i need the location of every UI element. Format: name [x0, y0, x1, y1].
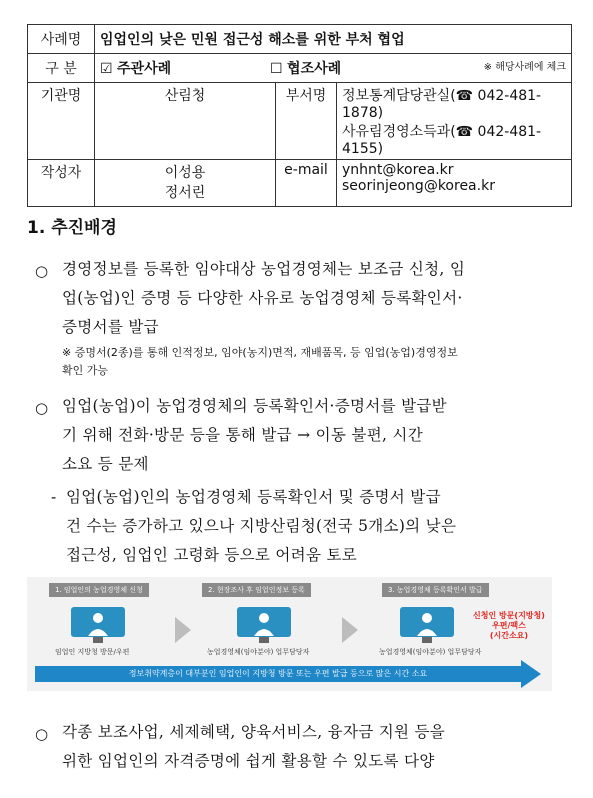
dash-bullet: - [51, 488, 57, 506]
email-value [337, 160, 572, 207]
case-name-value: 임업인의 낮은 민원 접근성 해소를 위한 부처 협업 [95, 25, 572, 54]
author-1: 이성용 [164, 165, 206, 181]
para2-line2: 기 위해 전화·방문 등을 통해 발급 → 이동 불편, 시간 [62, 426, 423, 444]
email-label: e-mail [276, 160, 337, 207]
author-2: 정서린 [164, 185, 206, 201]
author-label: 작성자 [28, 160, 95, 207]
para1-line3: 증명서를 발급 [62, 318, 159, 336]
bullet-circle-3: ○ [35, 725, 49, 743]
para4-line1: 각종 보조사업, 세제혜택, 양육서비스, 융자금 지원 등을 [62, 723, 446, 741]
note1-line1: ※ 증명서(2종)를 통해 인적정보, 임야(농지)면적, 재배품목, 등 임업(농업)경영정보 [62, 346, 458, 359]
dept-line-1: 정보통계담당관실(☎ 042-481-1878) [342, 88, 542, 121]
computer-user-icon [71, 607, 125, 643]
para1-line1: 경영정보를 등록한 임야대상 농업경영체는 보조금 신청, 임 [62, 260, 466, 278]
main-case-checkbox[interactable]: ☑ 주관사례 [100, 61, 172, 77]
collab-case-label: 협조사례 [287, 61, 342, 77]
section-title: 1. 추진배경 [27, 218, 117, 238]
author-value [95, 160, 276, 207]
diagram-red-note [473, 611, 545, 641]
para3-line3: 접근성, 임업인 고령화 등으로 어려움 토로 [66, 546, 358, 564]
category-options [95, 54, 572, 83]
diagram-step-2: 2. 현장조사 후 임업인정보 등록 [202, 583, 311, 597]
computer-user-icon [237, 607, 291, 643]
arrow-right-icon [342, 617, 358, 643]
case-info-table [27, 24, 572, 207]
para2-line1: 임업(농업)이 농업경영체의 등록확인서·증명서를 발급받 [62, 397, 447, 415]
bullet-circle-2: ○ [35, 399, 49, 417]
diagram-step-1: 1. 임업인의 농업경영체 신청 [49, 583, 149, 597]
process-diagram [27, 577, 552, 691]
para2-line3: 소요 등 문제 [62, 455, 149, 473]
diagram-caption-3: 농업경영체(임야분야) 업무담당자 [379, 648, 482, 656]
diagram-caption-2: 농업경영체(임야분야) 업무담당자 [207, 648, 310, 656]
diagram-step-3: 3. 농업경영체 등록확인서 발급 [382, 583, 489, 597]
para1-line2: 업(농업)인 증명 등 다양한 사유로 농업경영체 등록확인서· [62, 289, 463, 307]
computer-user-icon [400, 607, 454, 643]
red-note-line1: 신청인 방문(지방청) [473, 611, 545, 620]
main-case-label: 주관사례 [117, 61, 172, 77]
collab-case-checkbox[interactable]: ☐ 협조사례 [270, 61, 342, 77]
email-2[interactable]: seorinjeong@korea.kr [342, 178, 495, 194]
diagram-caption-1: 임업인 지방청 방문/우편 [55, 648, 130, 656]
org-label: 기관명 [28, 83, 95, 160]
dept-value [337, 83, 572, 160]
category-note: ※ 해당사례에 체크 [483, 62, 566, 73]
category-label: 구 분 [28, 54, 95, 83]
arrow-right-icon [175, 617, 191, 643]
email-1[interactable]: ynhnt@korea.kr [342, 162, 454, 178]
red-note-line2: 우편/팩스 [492, 621, 526, 630]
bullet-circle-1: ○ [35, 262, 49, 280]
case-name-label: 사례명 [28, 25, 95, 54]
para3-line1: 임업(농업)인의 농업경영체 등록확인서 및 증명서 발급 [66, 488, 441, 506]
org-value: 산림청 [95, 83, 276, 160]
dept-line-2: 사유림경영소득과(☎ 042-481-4155) [342, 124, 542, 157]
para3-line2: 건 수는 증가하고 있으나 지방산림청(전국 5개소)의 낮은 [66, 517, 457, 535]
dept-label: 부서명 [276, 83, 337, 160]
note1-line2: 확인 가능 [62, 364, 109, 377]
diagram-bottom-bar: 정보취약계층이 대부분인 임업인이 지방청 방문 또는 우편 발급 등으로 많은 시간 소요 [35, 666, 521, 682]
para4-line2: 위한 임업인의 자격증명에 쉽게 활용할 수 있도록 다양 [62, 752, 435, 770]
red-note-line3: (시간소요) [489, 631, 529, 640]
bar-arrow-head-icon [521, 660, 541, 688]
